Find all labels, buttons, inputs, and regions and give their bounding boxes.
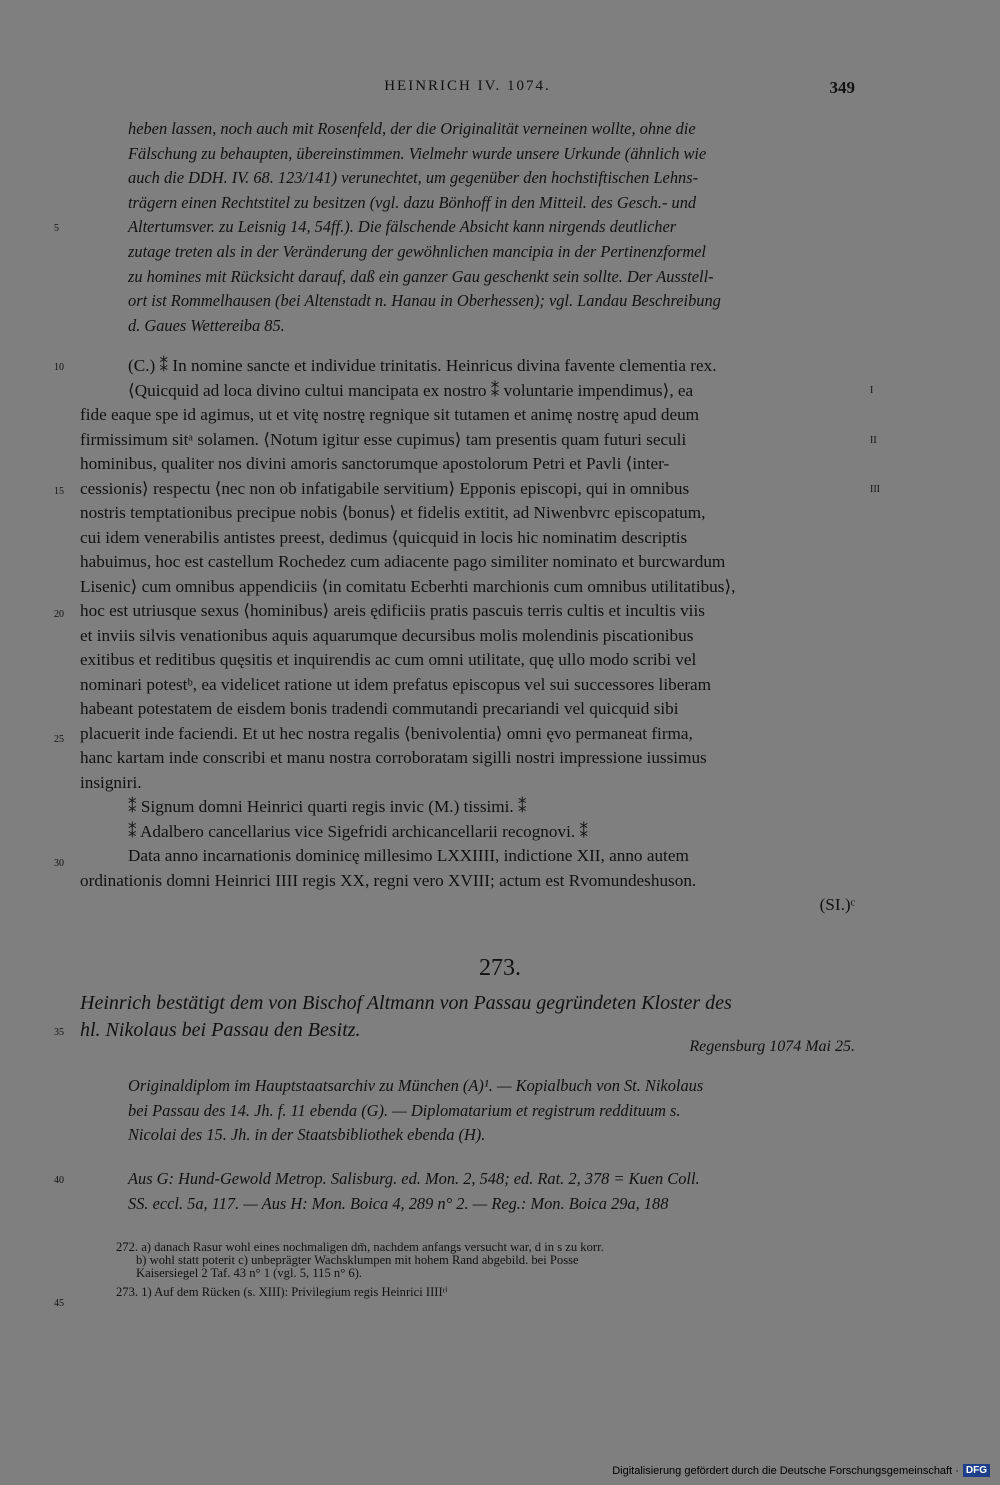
funding-text: Digitalisierung gefördert durch die Deutsche Forschungsgemeinschaft · (612, 1464, 959, 1477)
line-number: 10 (54, 362, 64, 373)
funding-footer (612, 1464, 990, 1477)
charter-line: firmissimum sitᵃ solamen. ⟨Notum igitur esse cupimus⟩ tam presentis quam futuri seculi (80, 429, 687, 449)
charter-line: et inviis silvis venationibus aquis aquarumque decursibus molis molendinis piscationibus (80, 625, 694, 645)
charter-line: insigniri. (80, 772, 142, 792)
charter-line: nominari potestᵇ, ea videlicet ratione ut idem prefatus episcopus vel sui successores liberam (80, 674, 712, 694)
charter-line: cessionis⟩ respectu ⟨nec non ob infatigabile servitium⟩ Epponis episcopi, qui in omnibus (80, 478, 690, 498)
intro-commentary (80, 117, 855, 338)
charter-line: exitibus et reditibus quęsitis et inquirendis ac cum omni utilitate, quę ullo modo scribi vel (80, 650, 697, 669)
intro-line: Fälschung zu behaupten, übereinstimmen. Vielmehr wurde unsere Urkunde (ähnlich wie (128, 143, 707, 163)
summary-line: Heinrich bestätigt dem von Bischof Altmann von Passau gegründeten Kloster des (80, 992, 732, 1014)
dating-line: ordinationis domni Heinrici IIII regis XX, regni vero XVIII; actum est Rvomundeshuson. (80, 870, 697, 890)
line-number: 20 (54, 609, 64, 620)
margin-marker: III (870, 484, 880, 495)
charter-line: Lisenic⟩ cum omnibus appendiciis ⟨in comitatu Ecberhti marchionis cum omnibus utilitatibus⟩, (80, 576, 736, 596)
line-number: 45 (54, 1298, 64, 1309)
margin-marker: II (870, 435, 877, 446)
seal-mark: (SI.)ᶜ (819, 895, 855, 914)
intro-line: zu homines mit Rücksicht darauf, daß ein ganzer Gau geschenkt sein sollte. Der Ausstell- (128, 266, 714, 286)
charter-line: fide eaque spe id agimus, ut et vitę nostrę regnique sit tutamen et animę nostrę apud deum (80, 405, 700, 424)
summary-line: hl. Nikolaus bei Passau den Besitz. (80, 1019, 361, 1041)
charter-line: habeant potestatem de eisdem bonis tradendi commutandi precariandi vel quicquid sibi (80, 699, 679, 718)
document-summary (80, 990, 855, 1044)
intro-line: auch die DDH. IV. 68. 123/141) verunechtet, um gegenüber den hochstiftischen Lehns- (128, 168, 699, 188)
charter-line: cui idem venerabilis antistes preest, dedimus ⟨quicquid in locis hic nominatim descriptis (80, 527, 688, 547)
document-number: 273. (479, 955, 521, 981)
footnote-line: 272. a) danach Rasur wohl eines nochmaligen dm̄, nachdem anfangs versucht war, d in s zu korr. (116, 1240, 604, 1254)
source-line: bei Passau des 14. Jh. f. 11 ebenda (G). — Diplomatarium et registrum reddituum s. (128, 1100, 681, 1120)
dfg-logo: DFG (963, 1464, 990, 1477)
signum-line: ⁑ Signum domni Heinrici quarti regis invic (M.) tissimi. ⁑ (128, 797, 527, 816)
print-line: Aus G: Hund-Gewold Metrop. Salisburg. ed. Mon. 2, 548; ed. Rat. 2, 378 = Kuen Coll. (128, 1169, 700, 1188)
charter-line: nostris temptationibus precipue nobis ⟨bonus⟩ et fidelis extitit, ad Niwenbvrc episcopatum, (80, 503, 706, 522)
charter-line: hoc est utriusque sexus ⟨hominibus⟩ areis ędificiis pratis pascuis terris cultis et incultis viis (80, 601, 705, 620)
recognition-line: ⁑ Adalbero cancellarius vice Sigefridi archicancellarii recognovi. ⁑ (128, 821, 589, 841)
source-line: Originaldiplom im Hauptstaatsarchiv zu München (A)¹. — Kopialbuch von St. Nikolaus (128, 1076, 704, 1095)
charter-text (80, 354, 855, 918)
line-number: 15 (54, 486, 64, 497)
page-number: 349 (829, 78, 855, 97)
print-line: SS. eccl. 5a, 117. — Aus H: Mon. Boica 4, 289 n° 2. — Reg.: Mon. Boica 29a, 188 (128, 1193, 669, 1213)
charter-line: (C.) ⁑ In nomine sancte et individue trinitatis. Heinricus divina favente clementia rex. (128, 356, 717, 375)
line-number: 5 (54, 223, 59, 234)
footnote-line: b) wohl statt poterit c) unbeprägter Wachsklumpen mit hohem Rand abgebild. bei Posse (136, 1253, 579, 1267)
margin-marker: I (870, 385, 874, 396)
charter-line: hanc kartam inde conscribi et manu nostra corroboratam sigilli nostri impressione iussimus (80, 748, 707, 767)
charter-line: hominibus, qualiter nos divini amoris sanctorumque apostolorum Petri et Pavli ⟨inter- (80, 454, 670, 473)
charter-line: ⟨Quicquid ad loca divino cultui mancipata ex nostro ⁑ voluntarie impendimus⟩, ea (128, 380, 694, 400)
source-tradition (80, 1074, 855, 1148)
footnote-line: Kaisersiegel 2 Taf. 43 n° 1 (vgl. 5, 115 n° 6). (136, 1266, 363, 1280)
intro-line: d. Gaues Wettereiba 85. (128, 315, 285, 335)
intro-line: heben lassen, noch auch mit Rosenfeld, der die Originalität verneinen wollte, ohne die (128, 119, 696, 138)
line-number: 30 (54, 858, 64, 869)
charter-line: habuimus, hoc est castellum Rochedez cum adiacente pago similiter nominato et burcwardum (80, 552, 726, 571)
line-number: 25 (54, 734, 64, 745)
footnotes (80, 1241, 855, 1299)
date-place: Regensburg 1074 Mai 25. (689, 1038, 855, 1055)
line-number: 40 (54, 1175, 64, 1186)
print-references (80, 1167, 855, 1216)
intro-line: trägern einen Rechtstitel zu besitzen (vgl. dazu Bönhoff in den Mitteil. des Gesch.- und (128, 192, 697, 212)
footnote-line: 273. 1) Auf dem Rücken (s. XIII): Privilegium regis Heinrici IIIIᵗⁱ (116, 1285, 448, 1299)
running-title: HEINRICH IV. 1074. (384, 78, 551, 94)
dating-line: Data anno incarnationis dominicę millesimo LXXIIII, indictione XII, anno autem (128, 846, 689, 865)
charter-line: placuerit inde faciendi. Et ut hec nostra regalis ⟨benivolentia⟩ omni ęvo permaneat firma, (80, 723, 693, 743)
intro-line: zutage treten als in der Veränderung der gewöhnlichen mancipia in der Pertinenzformel (128, 241, 706, 261)
source-line: Nicolai des 15. Jh. in der Staatsbibliothek ebenda (H). (128, 1125, 486, 1144)
line-number: 35 (54, 1027, 64, 1038)
intro-line: Altertumsver. zu Leisnig 14, 54ff.). Die fälschende Absicht kann nirgends deutlicher (128, 217, 677, 237)
intro-line: ort ist Rommelhausen (bei Altenstadt n. Hanau in Oberhessen); vgl. Landau Beschreibung (128, 291, 721, 311)
